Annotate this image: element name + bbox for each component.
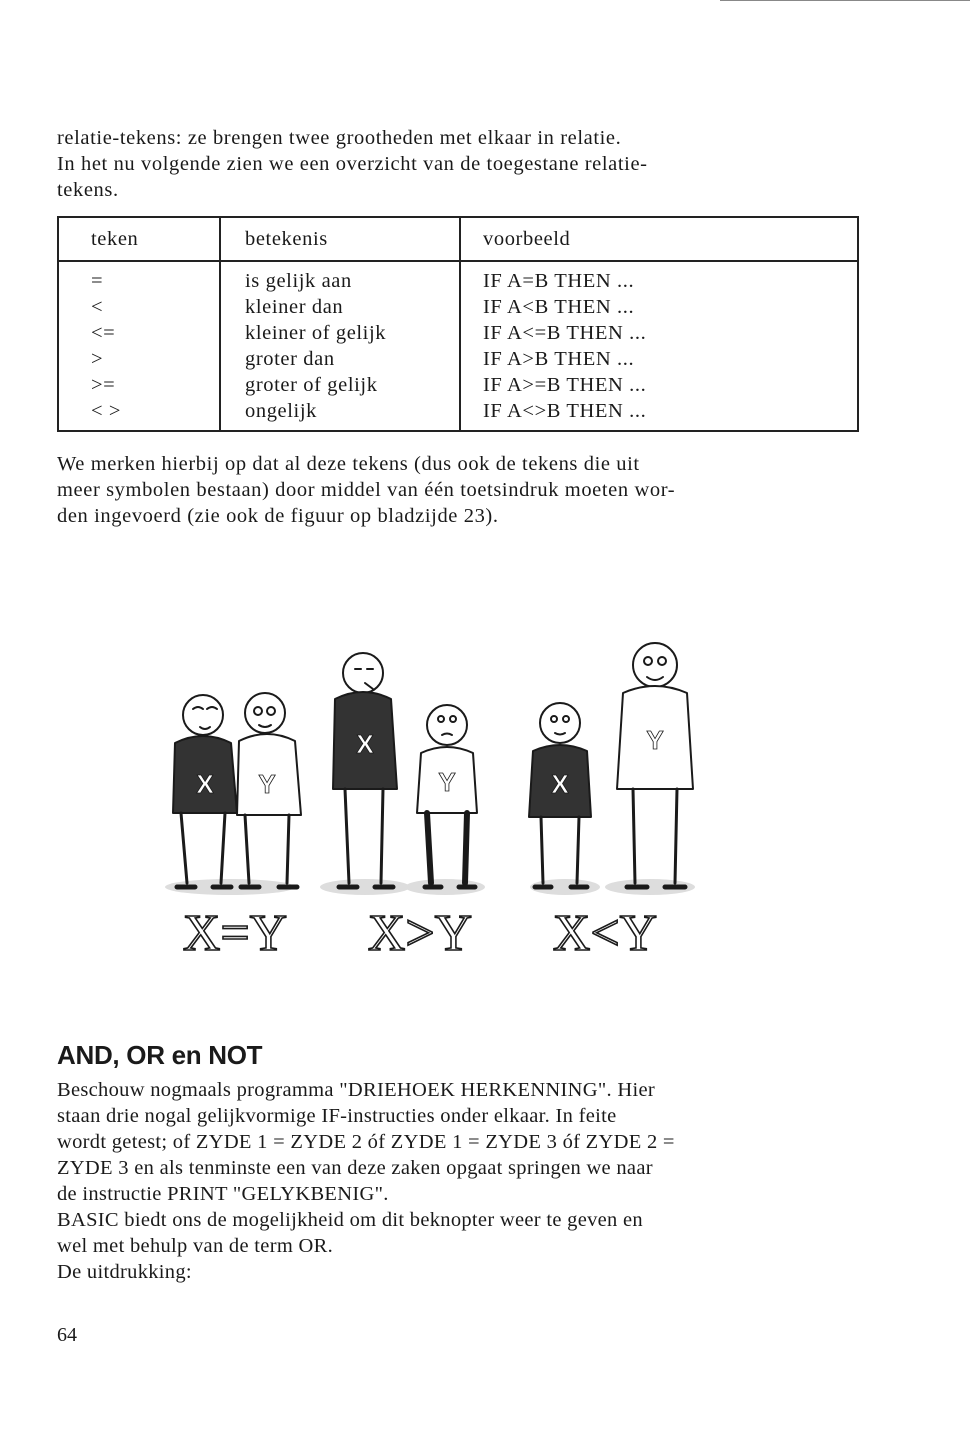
text-line: We merken hierbij op dat al deze tekens (dus ook de tekens die uit bbox=[57, 453, 640, 475]
table-body-row bbox=[58, 261, 858, 431]
text-line: ZYDE 3 en als tenminste een van deze zaken opgaat springen we naar bbox=[57, 1157, 653, 1179]
meaning-cell: ongelijk bbox=[245, 400, 317, 422]
meaning-cell: kleiner dan bbox=[245, 296, 344, 318]
text-line: In het nu volgende zien we een overzicht van de toegestane relatie- bbox=[57, 153, 648, 175]
table-header-row bbox=[58, 217, 858, 261]
relation-signs-table bbox=[57, 216, 859, 432]
caption-equal: X=Y bbox=[182, 905, 288, 962]
shirt-letter: Y bbox=[258, 769, 276, 799]
example-cell: IF A>=B THEN ... bbox=[483, 374, 647, 396]
text-line: wordt getest; of ZYDE 1 = ZYDE 2 óf ZYDE 1 = ZYDE 3 óf ZYDE 2 = bbox=[57, 1131, 675, 1153]
header-teken: teken bbox=[58, 217, 220, 261]
meaning-cell: groter of gelijk bbox=[245, 374, 378, 396]
meaning-cell: kleiner of gelijk bbox=[245, 322, 387, 344]
text-line: relatie-tekens: ze brengen twee grootheden met elkaar in relatie. bbox=[57, 127, 622, 149]
shirt-letter: X bbox=[196, 769, 214, 799]
sign-cell: > bbox=[91, 348, 104, 370]
text-line: Beschouw nogmaals programma "DRIEHOEK HERKENNING". Hier bbox=[57, 1079, 656, 1101]
man-y-3 bbox=[617, 643, 693, 887]
caption-greater: X>Y bbox=[367, 905, 473, 962]
shirt-letter: X bbox=[551, 769, 569, 799]
sign-cell: < bbox=[91, 296, 104, 318]
sign-cell: = bbox=[91, 270, 104, 292]
text-line: BASIC biedt ons de mogelijkheid om dit beknopter weer te geven en bbox=[57, 1209, 643, 1231]
header-voorbeeld: voorbeeld bbox=[460, 217, 858, 261]
scan-edge-line bbox=[720, 0, 970, 9]
example-cell: IF A<B THEN ... bbox=[483, 296, 635, 318]
page-number: 64 bbox=[57, 1324, 77, 1346]
section-heading: AND, OR en NOT bbox=[57, 1040, 263, 1070]
column-betekenis bbox=[220, 261, 460, 431]
example-cell: IF A<>B THEN ... bbox=[483, 400, 647, 422]
text-line: De uitdrukking: bbox=[57, 1261, 192, 1283]
text-line: den ingevoerd (zie ook de figuur op bladzijde 23). bbox=[57, 505, 499, 527]
meaning-cell: groter dan bbox=[245, 348, 335, 370]
sign-cell: >= bbox=[91, 374, 116, 396]
sign-cell: <= bbox=[91, 322, 116, 344]
example-cell: IF A>B THEN ... bbox=[483, 348, 635, 370]
caption-less: X<Y bbox=[552, 905, 658, 962]
shirt-letter: Y bbox=[438, 767, 456, 797]
cartoon-illustration bbox=[155, 625, 725, 965]
text-line: staan drie nogal gelijkvormige IF-instructies onder elkaar. In feite bbox=[57, 1105, 617, 1127]
meaning-cell: is gelijk aan bbox=[245, 270, 352, 292]
text-line: tekens. bbox=[57, 179, 119, 201]
man-x-2 bbox=[333, 653, 397, 887]
intro-paragraph bbox=[57, 125, 862, 203]
example-cell: IF A<=B THEN ... bbox=[483, 322, 647, 344]
text-line: wel met behulp van de term OR. bbox=[57, 1235, 334, 1257]
text-line: meer symbolen bestaan) door middel van één toetsindruk moeten wor- bbox=[57, 479, 676, 501]
shirt-letter: Y bbox=[646, 725, 664, 755]
text-line: de instructie PRINT "GELYKBENIG". bbox=[57, 1183, 389, 1205]
column-teken bbox=[58, 261, 220, 431]
note-paragraph bbox=[57, 451, 862, 529]
column-voorbeeld bbox=[460, 261, 858, 431]
example-cell: IF A=B THEN ... bbox=[483, 270, 635, 292]
header-betekenis: betekenis bbox=[220, 217, 460, 261]
body-paragraph bbox=[57, 1077, 862, 1285]
shirt-letter: X bbox=[356, 729, 374, 759]
sign-cell: < > bbox=[91, 400, 122, 422]
